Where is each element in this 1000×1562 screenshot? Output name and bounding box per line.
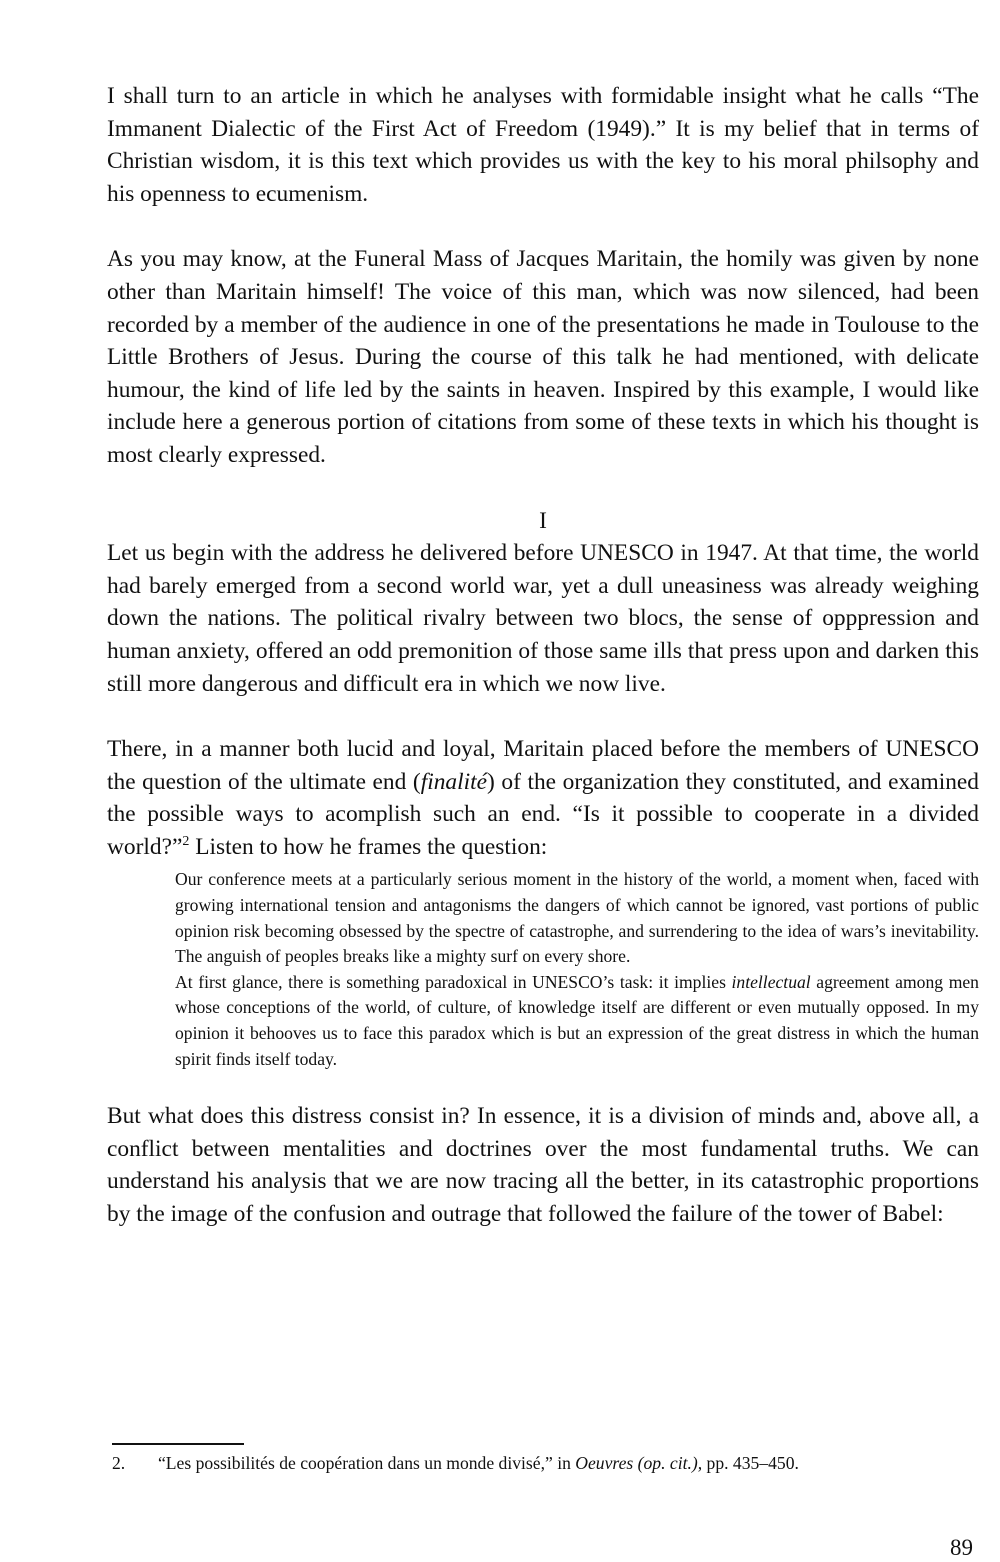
page-number: 89	[950, 1535, 973, 1560]
block-quote-paragraph-2	[175, 970, 979, 1072]
footnote-italic: Oeuvres (op. cit.),	[575, 1453, 703, 1473]
paragraph-4-text-a: There, in a manner both lucid and loyal, Maritain placed before the members of UNESCO the question of the ultimate end (	[107, 736, 979, 795]
paragraph-5: But what does this distress consist in? In essence, it is a division of minds and, above all, a conflict between mentalities and doctrines over the most fundamental truths. We can understand his analysis that we are now tracing all the better, in its catastrophic proportions by the image of the confusion and outrage that followed the failure of the tower of Babel:	[107, 1103, 979, 1227]
section-number: I	[539, 507, 547, 534]
paragraph-3: Let us begin with the address he delivered before UNESCO in 1947. At that time, the world had barely emerged from a second world war, yet a dull uneasiness was already weighing down the nations. The political rivalry between two blocs, the sense of opppression and human anxiety, offered an odd premonition of those same ills that press upon and darken this still more dangerous and difficult era in which we now live.	[107, 540, 979, 697]
footnote-text-b: pp. 435–450.	[702, 1453, 799, 1473]
block-quote-paragraph-1: Our conference meets at a particularly serious moment in the history of the world, a moment when, faced with growing international tension and antagonisms the dangers of which cannot be ignored, vast portions of public opinion risk becoming obsessed by the spectre of catastrophe, and surrendering to the idea of wars’s inevitability. The anguish of peoples breaks like a mighty surf on every shore.	[175, 869, 979, 967]
paragraph-4-text-c: Listen to how he frames the question:	[189, 833, 548, 860]
paragraph-4-text-b: ) of the organization they constituted, and examined the possible ways to acomplish such an end. “Is it possible to cooperate in a divided world?”	[107, 768, 979, 860]
block-quote-text-b: agreement among men whose conceptions of the world, of culture, of knowledge itself are different or even mutually opposed. In my opinion it behooves us to face this paradox which is but an expression of the great distress in which the human spirit finds itself today.	[175, 971, 979, 1069]
footnote-number: 2.	[112, 1453, 126, 1473]
paragraph-4-italic: finalité	[420, 768, 487, 795]
paragraph-4	[107, 733, 979, 863]
block-quote-text-a: At first glance, there is something paradoxical in UNESCO’s task: it implies	[175, 971, 732, 992]
block-quote	[175, 867, 979, 1072]
paragraph-2: As you may know, at the Funeral Mass of Jacques Maritain, the homily was given by none other than Maritain himself! The voice of this man, which was now silenced, had been recorded by a member of the audience in one of the presentations he made in Toulouse to the Little Brothers of Jesus. During the course of this talk he had mentioned, with delicate humour, the kind of life led by the saints in heaven. Inspired by this example, I would like include here a generous portion of citations from some of these texts in which his thought is most clearly expressed.	[107, 246, 979, 468]
footnote-reference[interactable]: 2	[182, 834, 190, 850]
footnote-text-a: “Les possibilités de coopération dans un monde divisé,” in	[158, 1453, 576, 1473]
footnote-divider	[112, 1443, 244, 1445]
page-body	[107, 80, 979, 1231]
footnote	[112, 1451, 982, 1475]
paragraph-1: I shall turn to an article in which he analyses with formidable insight what he calls “The Immanent Dialectic of the First Act of Freedom (1949).” It is my belief that in terms of Christian wisdom, it is this text which provides us with the key to his moral philsophy and his openness to ecumenism.	[107, 83, 979, 207]
block-quote-italic: intellectual	[731, 971, 811, 992]
